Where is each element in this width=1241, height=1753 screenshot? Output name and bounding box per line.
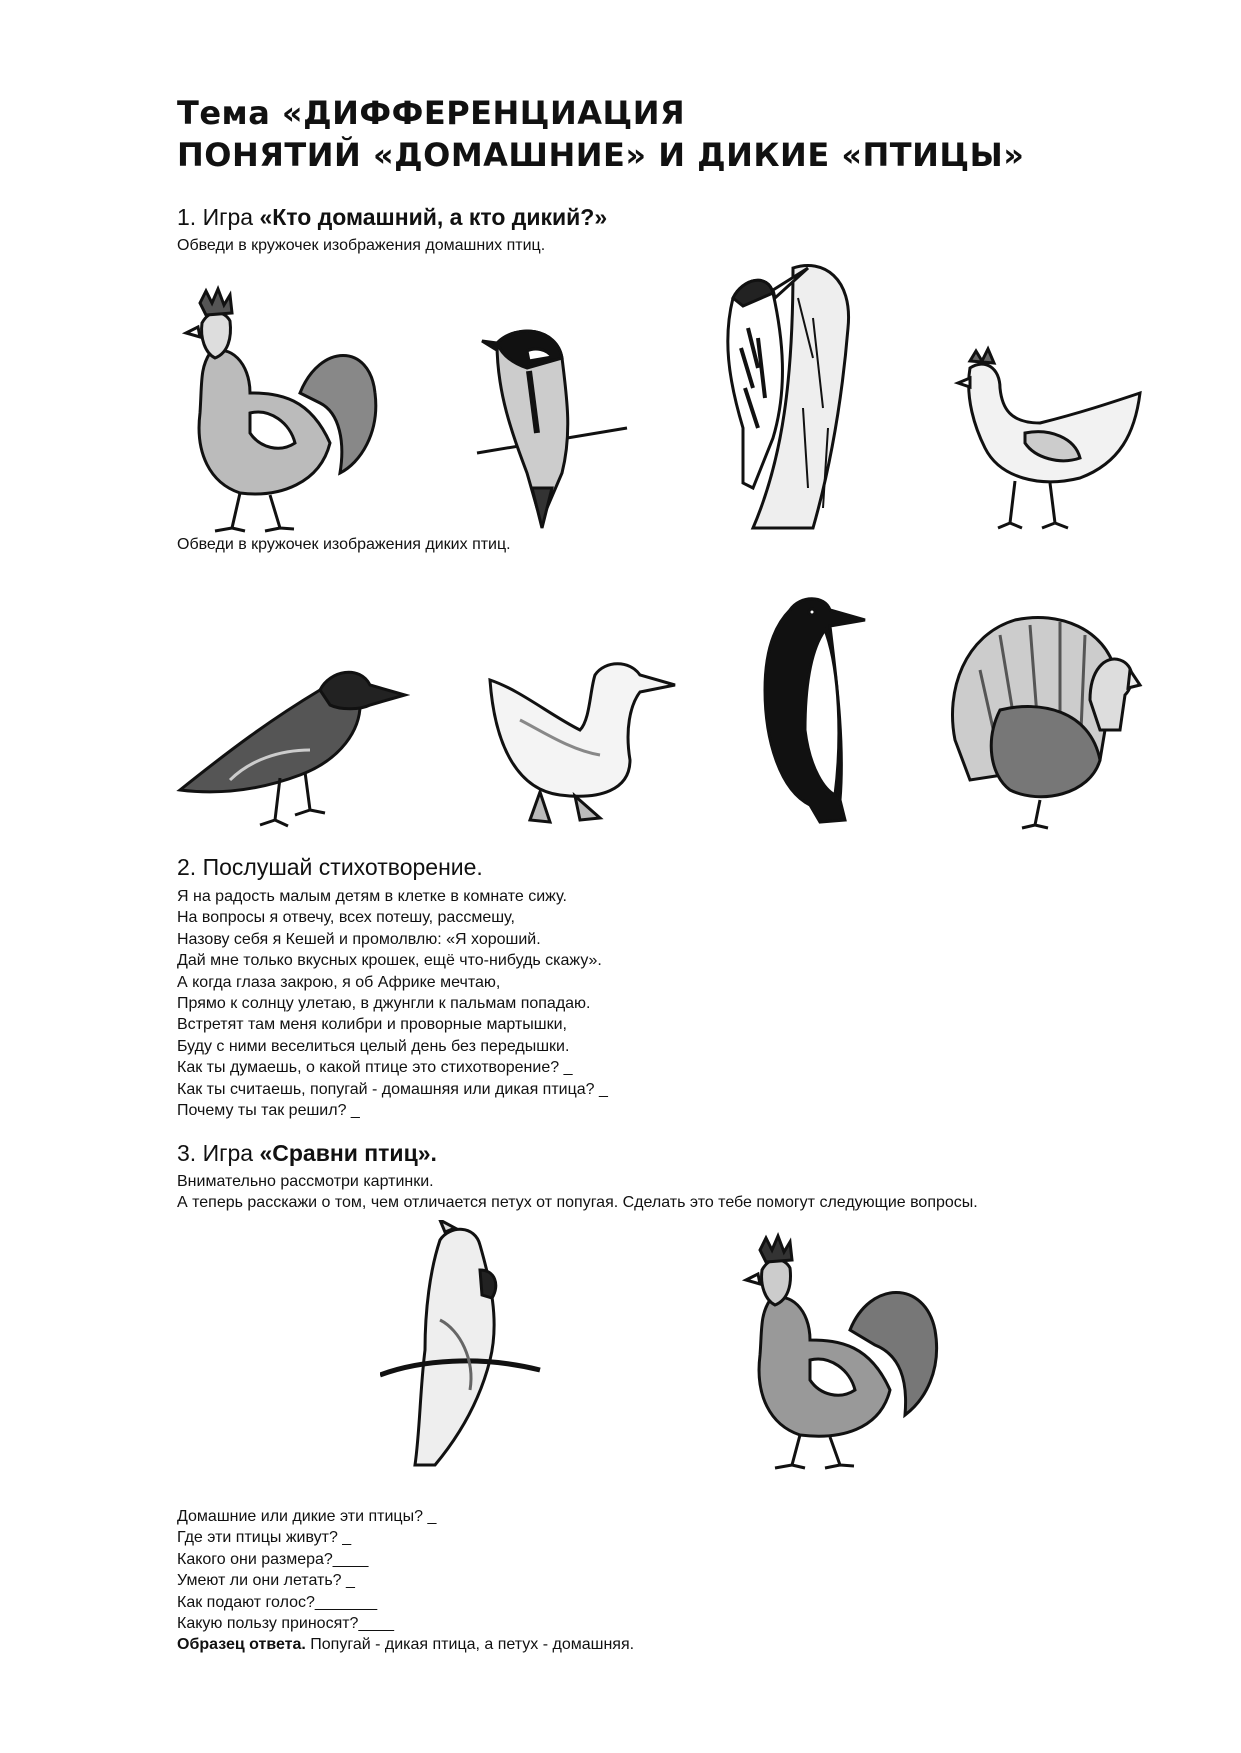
poem-line: Встретят там меня колибри и проворные мартышки, (177, 1016, 567, 1034)
question-line: Где эти птицы живут? _ (177, 1529, 352, 1547)
question-line: Как подают голос?_______ (177, 1593, 378, 1611)
section-3-heading (177, 1140, 437, 1167)
section-1-number: 1. Игра (177, 204, 254, 230)
section-2-heading: 2. Послушай стихотворение. (177, 854, 483, 880)
poem-line: А когда глаза закрою, я об Африке мечтаю, (177, 973, 501, 991)
question-line: Какого они размера?____ (177, 1550, 369, 1568)
poem-line: Назову себя я Кешей и промолвлю: «Я хороший. (177, 930, 541, 948)
sample-answer-text: Попугай - дикая птица, а петух - домашняя. (305, 1636, 635, 1654)
poem-line: Дай мне только вкусных крошек, ещё что-нибудь скажу». (177, 952, 602, 970)
goose-icon (480, 660, 680, 830)
poem-line: Буду с ними веселиться целый день без передышки. (177, 1037, 570, 1055)
hen-icon (940, 343, 1150, 533)
sample-answer-label: Образец ответа. (177, 1636, 306, 1654)
poem-block (177, 886, 608, 1121)
section-1-heading (177, 204, 607, 231)
crow-icon (170, 650, 410, 830)
section-3-name: «Сравни птиц». (259, 1140, 437, 1166)
titmouse-icon (467, 303, 637, 533)
question-parrot-type: Как ты считаешь, попугай - домашняя или дикая птица? _ (177, 1080, 608, 1098)
question-line: Умеют ли они летать? _ (177, 1572, 355, 1590)
page-title (177, 92, 1177, 176)
rooster-icon (730, 1230, 950, 1470)
woodpecker-icon (713, 258, 863, 533)
section-1-name: «Кто домашний, а кто дикий?» (259, 204, 608, 230)
poem-line: Прямо к солнцу улетаю, в джунгли к пальмам попадаю. (177, 995, 591, 1013)
title-line-1: Тема «ДИФФЕРЕНЦИАЦИЯ (177, 94, 686, 132)
section-3-number: 3. Игра (177, 1140, 254, 1166)
penguin-icon (750, 590, 870, 830)
bird-row-2 (170, 558, 1150, 830)
intro-line-1: Внимательно рассмотри картинки. (177, 1173, 434, 1190)
title-line-2: ПОНЯТИЙ «ДОМАШНИЕ» И ДИКИЕ «ПТИЦЫ» (177, 136, 1025, 174)
bird-row-1 (170, 258, 1150, 533)
sample-answer (177, 1634, 634, 1655)
questions-block (177, 1506, 634, 1656)
poem-line: Я на радость малым детям в клетке в комнате сижу. (177, 888, 567, 905)
rooster-icon (170, 283, 390, 533)
parrot-icon (380, 1220, 550, 1470)
instruction-wild: Обведи в кружочек изображения диких птиц. (177, 536, 511, 553)
question-line: Домашние или дикие эти птицы? _ (177, 1508, 437, 1525)
question-why: Почему ты так решил? _ (177, 1102, 360, 1120)
intro-line-2: А теперь расскажи о том, чем отличается петух от попугая. Сделать это тебе помогут следующие вопросы. (177, 1194, 978, 1211)
instruction-domestic: Обведи в кружочек изображения домашних птиц. (177, 237, 546, 254)
question-which-bird: Как ты думаешь, о какой птице это стихотворение? _ (177, 1059, 573, 1077)
turkey-icon (940, 610, 1150, 830)
poem-line: На вопросы я отвечу, всех потешу, рассмешу, (177, 909, 515, 927)
question-line: Какую пользу приносят?____ (177, 1615, 395, 1633)
